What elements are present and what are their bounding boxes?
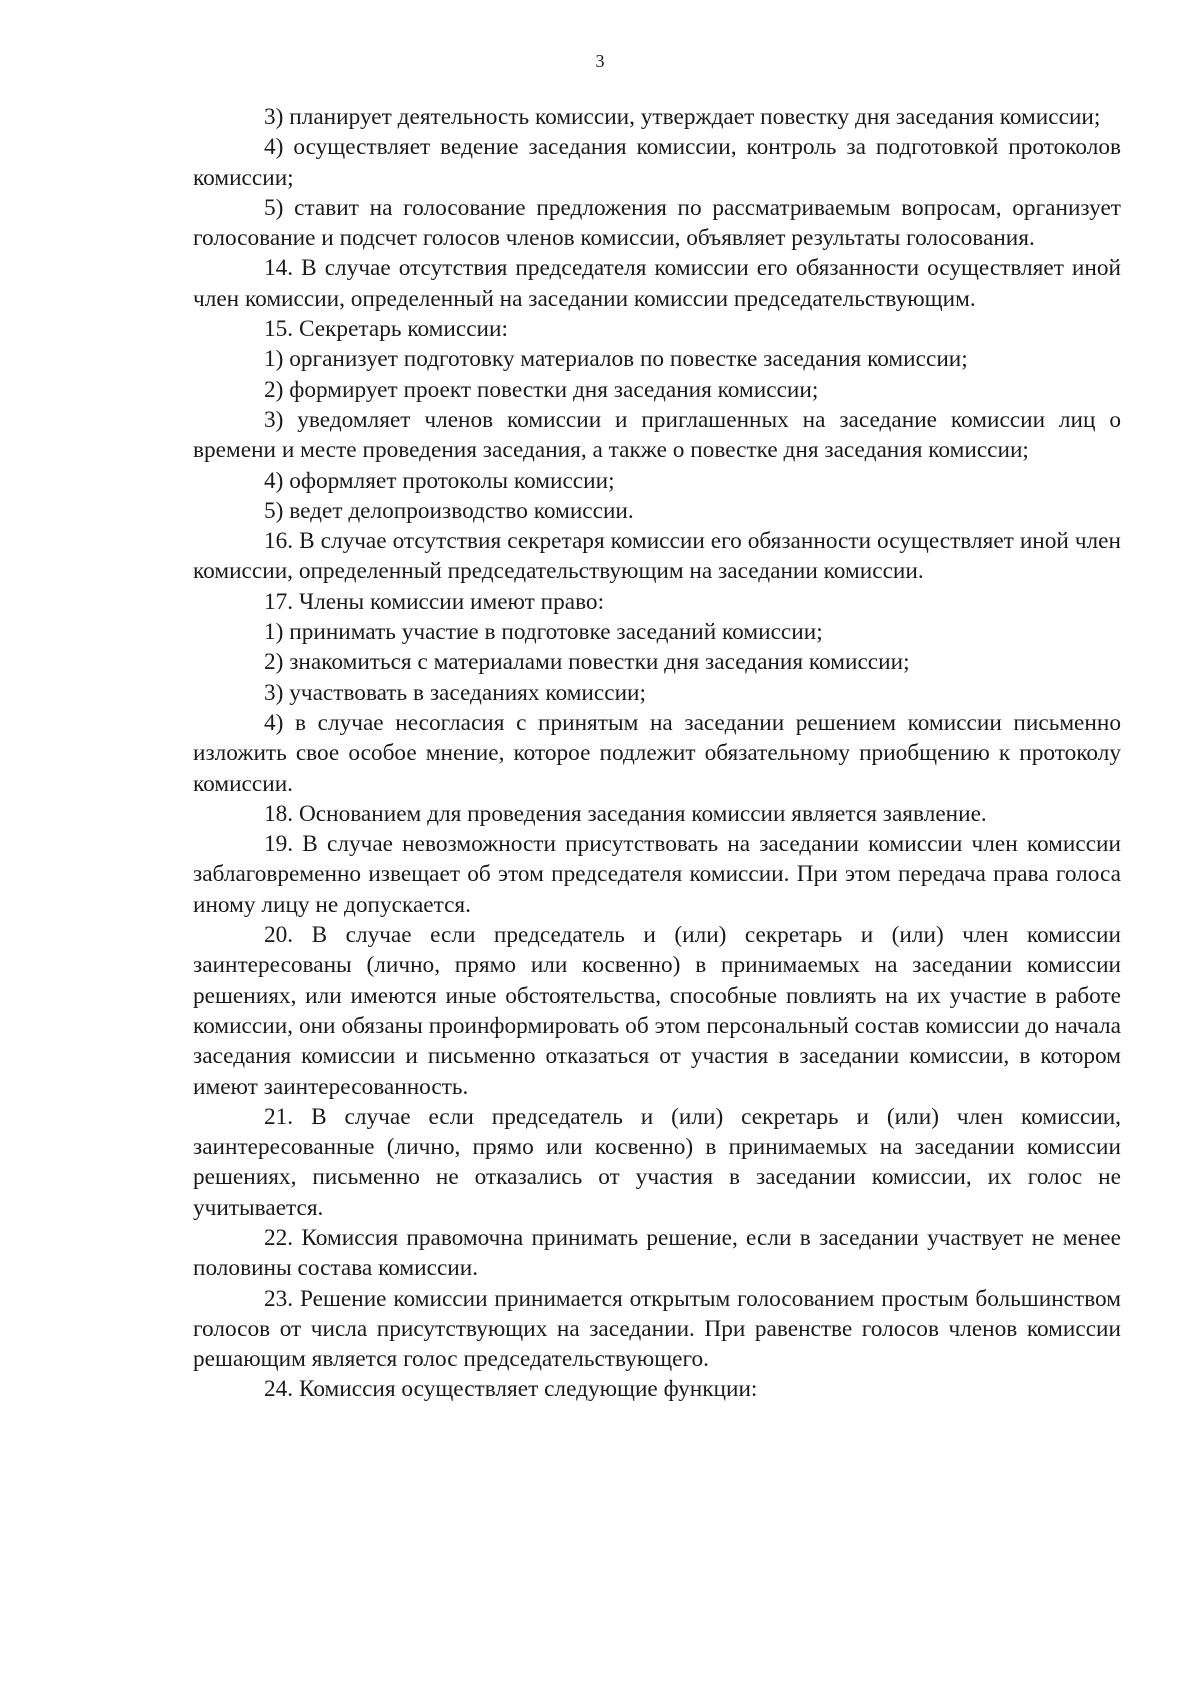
paragraph: 4) оформляет протоколы комиссии; bbox=[264, 467, 615, 494]
paragraph: 4) осуществляет ведение заседания комиссии, контроль за подготовкой протоколов комиссии; bbox=[193, 134, 1121, 191]
paragraph: 4) в случае несогласия с принятым на заседании решением комиссии письменно изложить свое особое мнение, которое подлежит обязательному приобщению к протоколу комиссии. bbox=[193, 709, 1121, 797]
paragraph: 18. Основанием для проведения заседания комиссии является заявление. bbox=[264, 800, 987, 827]
paragraph: 15. Секретарь комиссии: bbox=[264, 316, 508, 343]
paragraph: 20. В случае если председатель и (или) секретарь и (или) член комиссии заинтересованы (лично, прямо или косвенно) в принимаемых на заседании комиссии решениях, или имеются иные обстоятельства, способные повлиять на их участие в работе комиссии, они обязаны проинформировать об этом персональный состав комиссии до начала заседания комиссии и письменно отказаться от участия в заседании комиссии, в котором имеют заинтересованность. bbox=[193, 922, 1121, 1100]
paragraph: 2) формирует проект повестки дня заседания комиссии; bbox=[264, 376, 819, 403]
paragraph: 22. Комиссия правомочна принимать решение, если в заседании участвует не менее половины состава комиссии. bbox=[193, 1224, 1121, 1282]
paragraph: 19. В случае невозможности присутствовать на заседании комиссии член комиссии заблаговременно извещает об этом председателя комиссии. При этом передача права голоса иному лицу не допускается. bbox=[193, 831, 1121, 918]
paragraph: 16. В случае отсутствия секретаря комиссии его обязанности осуществляет иной член комиссии, определенный председательствующим на заседании комиссии. bbox=[193, 528, 1121, 585]
paragraph: 21. В случае если председатель и (или) секретарь и (или) член комиссии, заинтересованные (лично, прямо или косвенно) в принимаемых на заседании комиссии решениях, письменно не отказались от участия в заседании комиссии, их голос не учитывается. bbox=[193, 1103, 1121, 1221]
paragraph: 1) принимать участие в подготовке заседаний комиссии; bbox=[264, 619, 823, 646]
paragraph: 5) ставит на голосование предложения по рассматриваемым вопросам, организует голосование и подсчет голосов членов комиссии, объявляет результаты голосования. bbox=[193, 194, 1121, 252]
paragraph: 14. В случае отсутствия председателя комиссии его обязанности осуществляет иной член комиссии, определенный на заседании комиссии председательствующим. bbox=[193, 255, 1121, 312]
paragraph: 1) организует подготовку материалов по повестке заседания комиссии; bbox=[264, 346, 968, 373]
paragraph: 3) участвовать в заседаниях комиссии; bbox=[264, 679, 646, 706]
document-body bbox=[193, 102, 1121, 1405]
page-number: 3 bbox=[595, 51, 605, 71]
paragraph: 24. Комиссия осуществляет следующие функции: bbox=[264, 1376, 758, 1403]
paragraph: 23. Решение комиссии принимается открытым голосованием простым большинством голосов от числа присутствующих на заседании. При равенстве голосов членов комиссии решающим является голос председательствующего. bbox=[193, 1285, 1121, 1373]
paragraph: 2) знакомиться с материалами повестки дня заседания комиссии; bbox=[264, 649, 910, 676]
paragraph: 3) уведомляет членов комиссии и приглашенных на заседание комиссии лиц о времени и месте проведения заседания, а также о повестке дня заседания комиссии; bbox=[193, 406, 1121, 464]
paragraph: 5) ведет делопроизводство комиссии. bbox=[264, 497, 634, 524]
paragraph: 17. Члены комиссии имеют право: bbox=[264, 588, 605, 615]
paragraph: 3) планирует деятельность комиссии, утверждает повестку дня заседания комиссии; bbox=[264, 104, 1101, 130]
